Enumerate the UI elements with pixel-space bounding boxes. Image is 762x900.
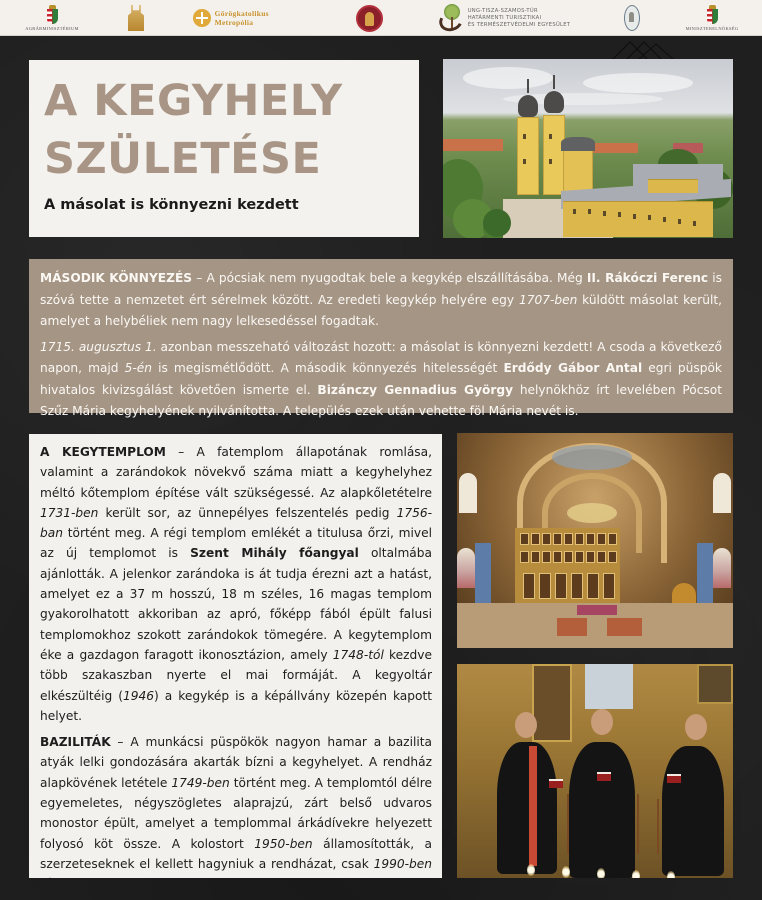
cathedral-emblem-icon (128, 5, 144, 31)
candle-flame-icon (562, 866, 570, 878)
hungarian-coat-of-arms-icon (707, 5, 718, 25)
masodik-konnyezes-panel (29, 259, 733, 418)
iconostasis-icon-panel (531, 551, 540, 563)
iconostasis-icon-panel (575, 533, 584, 545)
iconostasis-icon-panel (571, 573, 583, 599)
iconostasis-icon-panel (564, 551, 573, 563)
logo-caption: AGRÁRMINISZTÉRIUM (25, 26, 79, 31)
logo-caption: Görögkatolikus Metropólia (214, 9, 269, 27)
aerial-basilica-photo (443, 59, 733, 238)
oval-seal-icon (624, 5, 640, 31)
decorative-peaks-icon (612, 40, 674, 60)
iconostasis-icon-panel (587, 573, 599, 599)
iconostasis-icon-panel (520, 551, 529, 563)
iconostasis-icon-panel (586, 533, 595, 545)
iconostasis-icon-panel (597, 533, 606, 545)
title-card (29, 60, 419, 237)
iconostasis-icon-panel (542, 533, 551, 545)
iconostasis-icon-panel (608, 533, 617, 545)
iconostasis-icon-panel (564, 533, 573, 545)
iconostasis-icon-panel (539, 573, 551, 599)
paragraph-kegytemplom: A KEGYTEMPLOM – A fatemplom állapotának romlása, valamint a zarándokok növekvő száma miatt a kegyhelyhez méltó kőtemplom építése vált szükségessé. Az alapkőletételre 1731-ben került sor, az ünnepélyes felszentelés pedig 1756-ban történt meg. A régi templom emlékét a titulusa őrzi, mivel az új templomot is Szent Mihály főangyal oltalmába ajánlották. A jelenkor zarándoka is át tudja érezni azt a hatást, amelyet ez a 37 m hosszú, 18 m széles, 16 magas templom gyakorolhatott akkoriban az apró, főképp fából épült falusi templomokhoz szokott zarándokok tömegére. A kegytemplom éke a gazdagon faragott ikonosztázion, amely 1748-tól kezdve több szakaszban nyerte el mai formáját. A kegyoltár elkészültéig (1946) a kegykép is a képállvány közepén kapott helyet. (40, 445, 433, 723)
candle-flame-icon (667, 871, 675, 878)
page-title: A KEGYHELY SZÜLETÉSE (44, 76, 343, 184)
paragraph-bazilitak: BAZILITÁK – A munkácsi püspökök nagyon hamar a bazilita atyák lelki gondozására akarták bízni a kegyhelyet. A rendház alapkövének letétele 1749-ben történt meg. A templomtól délre egyemeletes, négyszögletes alaprajzú, zárt belső udvaros monostor épült, amelyet a templommal árkádívekre helyezett folyosó köt össze. A kolostort 1950-ben államosították, a szerzeteseknek el kellett hagyniuk a rendházat, csak 1990-ben térhettek vissza. (40, 735, 433, 892)
hungarian-coat-of-arms-icon (47, 5, 58, 25)
logo-saint-seal (354, 0, 384, 36)
iconostasis-icon-panel (575, 551, 584, 563)
iconostasis-icon-panel (608, 551, 617, 563)
page-subtitle: A másolat is könnyezni kezdett (44, 197, 299, 213)
logo-oval-seal (622, 0, 642, 36)
candle-flame-icon (632, 870, 640, 878)
logo-ung-tisza-szamos-tur (434, 0, 574, 36)
iconostasis-icon-panel (531, 533, 540, 545)
kegytemplom-bazilitak-panel (29, 434, 442, 892)
logo-miniszterelnokseg (682, 0, 742, 36)
iconostasis-icon-panel (542, 551, 551, 563)
candle-flame-icon (597, 868, 605, 878)
paragraph-masodik-konnyezes: MÁSODIK KÖNNYEZÉS – A pócsiak nem nyugodtak bele a kegykép elszállításába. Még II. Rákóczi Ferenc is szóvá tette a nemzetet ért sérelmek között. Az eredeti kegykép helyére egy 1707-ben küldött másolat került, amelyet a helybéliek nem nagy lelkesedéssel fogadtak. (40, 271, 722, 328)
tree-hand-icon (438, 3, 464, 33)
church-interior-photo (457, 433, 733, 648)
iconostasis-icon-panel (553, 551, 562, 563)
cross-badge-icon (193, 9, 211, 27)
logo-caption: MINISZTERELNÖKSÉG (685, 26, 739, 31)
iconostasis-icon-panel (520, 533, 529, 545)
iconostasis-icon-panel (586, 551, 595, 563)
logo-caption: UNG-TISZA-SZAMOS-TÚR HATÁRMENTI TURISZTIKAI ÉS TERMÉSZETVÉDELMI EGYESÜLET (467, 7, 571, 28)
iconostasis-icon-panel (603, 573, 615, 599)
priests-prayer-photo (457, 664, 733, 878)
saint-seal-icon (356, 5, 383, 32)
iconostasis-icon-panel (523, 573, 535, 599)
sponsor-logo-bar (0, 0, 762, 36)
logo-mariapocs (126, 0, 146, 36)
iconostasis-icon-panel (553, 533, 562, 545)
iconostasis-icon-panel (597, 551, 606, 563)
logo-gorogkatolikus-metropolia (193, 0, 308, 36)
paragraph-1715-miracle: 1715. augusztus 1. azonban messzeható változást hozott: a másolat is könnyezni kezdett! A csoda a következő napon, majd 5-én is megismétlődött. A második könnyezés hitelességét Erdődy Gábor Antal egri püspök hivatalos kivizsgálást követően ismerte el. Bizánczy Gennadius György helynökhöz írt levelében Pócsot Szűz Mária kegyhelyének nyilvánította. A település ezek után vehette föl Mária nevét is. (40, 339, 723, 418)
logo-agrarminiszterium (25, 0, 79, 36)
iconostasis-icon-panel (555, 573, 567, 599)
candle-flame-icon (527, 864, 535, 876)
